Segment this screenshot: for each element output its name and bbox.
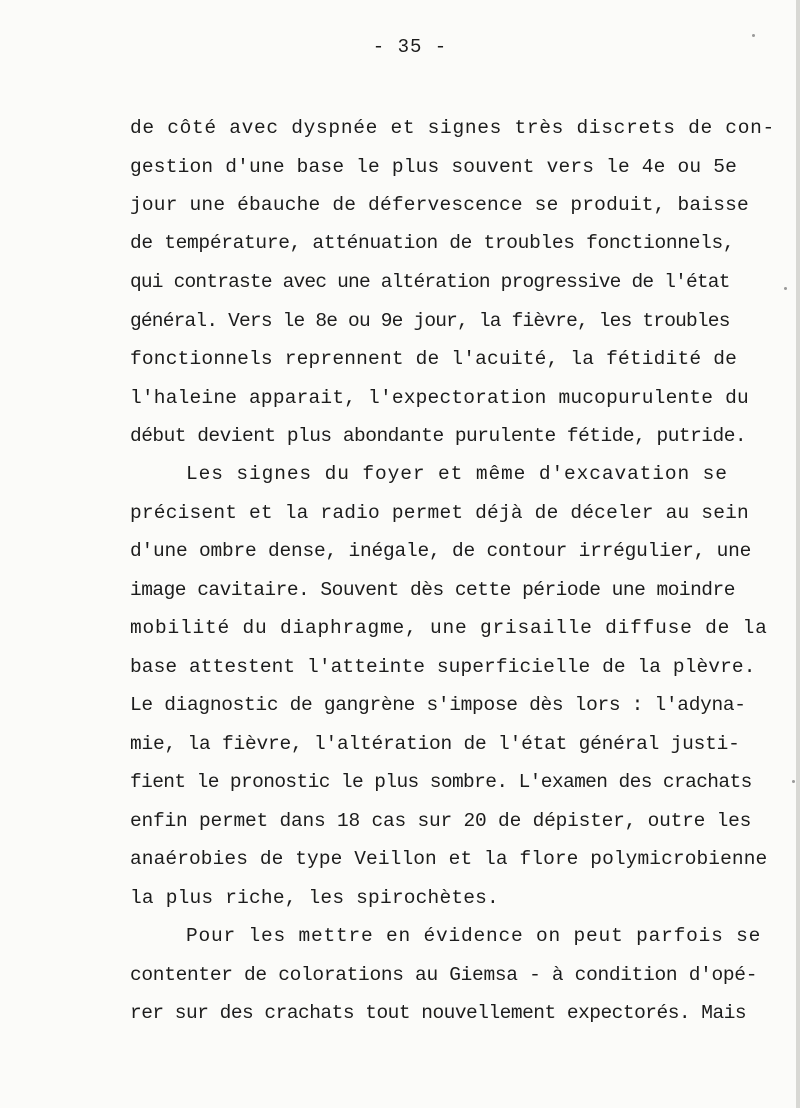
text-line: base attestent l'atteinte superficielle de la plèvre. <box>130 656 756 678</box>
page-number: - 35 - <box>372 36 448 58</box>
text-line: qui contraste avec une altération progressive de l'état <box>130 271 730 293</box>
text-line: fient le pronostic le plus sombre. L'examen des crachats <box>130 771 752 793</box>
text-line: Les signes du foyer et même d'excavation se <box>186 463 728 485</box>
page-edge-shadow <box>796 0 800 1108</box>
text-line: général. Vers le 8e ou 9e jour, la fièvre, les troubles <box>130 310 730 332</box>
paper-speck <box>784 287 787 290</box>
text-line: mobilité du diaphragme, une grisaille diffuse de la <box>130 617 768 639</box>
text-line: de température, atténuation de troubles fonctionnels, <box>130 232 735 254</box>
text-line: anaérobies de type Veillon et la flore polymicrobienne <box>130 848 768 870</box>
text-line: mie, la fièvre, l'altération de l'état général justi- <box>130 733 740 755</box>
text-line: rer sur des crachats tout nouvellement expectorés. Mais <box>130 1002 747 1024</box>
text-line: enfin permet dans 18 cas sur 20 de dépister, outre les <box>130 810 752 832</box>
text-line: gestion d'une base le plus souvent vers le 4e ou 5e <box>130 156 737 178</box>
text-line: Pour les mettre en évidence on peut parfois se <box>186 925 762 947</box>
text-line: Le diagnostic de gangrène s'impose dès lors : l'adyna- <box>130 694 746 716</box>
text-line: contenter de colorations au Giemsa - à condition d'opé- <box>130 964 758 986</box>
text-line: fonctionnels reprennent de l'acuité, la fétidité de <box>130 348 737 370</box>
text-line: l'haleine apparait, l'expectoration mucopurulente du <box>130 387 749 409</box>
text-line: de côté avec dyspnée et signes très discrets de con- <box>130 117 775 139</box>
paper-speck <box>752 34 755 37</box>
paper-speck <box>792 780 795 783</box>
text-line: début devient plus abondante purulente fétide, putride. <box>130 425 747 447</box>
text-line: image cavitaire. Souvent dès cette période une moindre <box>130 579 735 601</box>
text-line: jour une ébauche de défervescence se produit, baisse <box>130 194 749 216</box>
text-line: précisent et la radio permet déjà de déceler au sein <box>130 502 749 524</box>
text-line: d'une ombre dense, inégale, de contour irrégulier, une <box>130 540 752 562</box>
text-line: la plus riche, les spirochètes. <box>130 887 499 909</box>
